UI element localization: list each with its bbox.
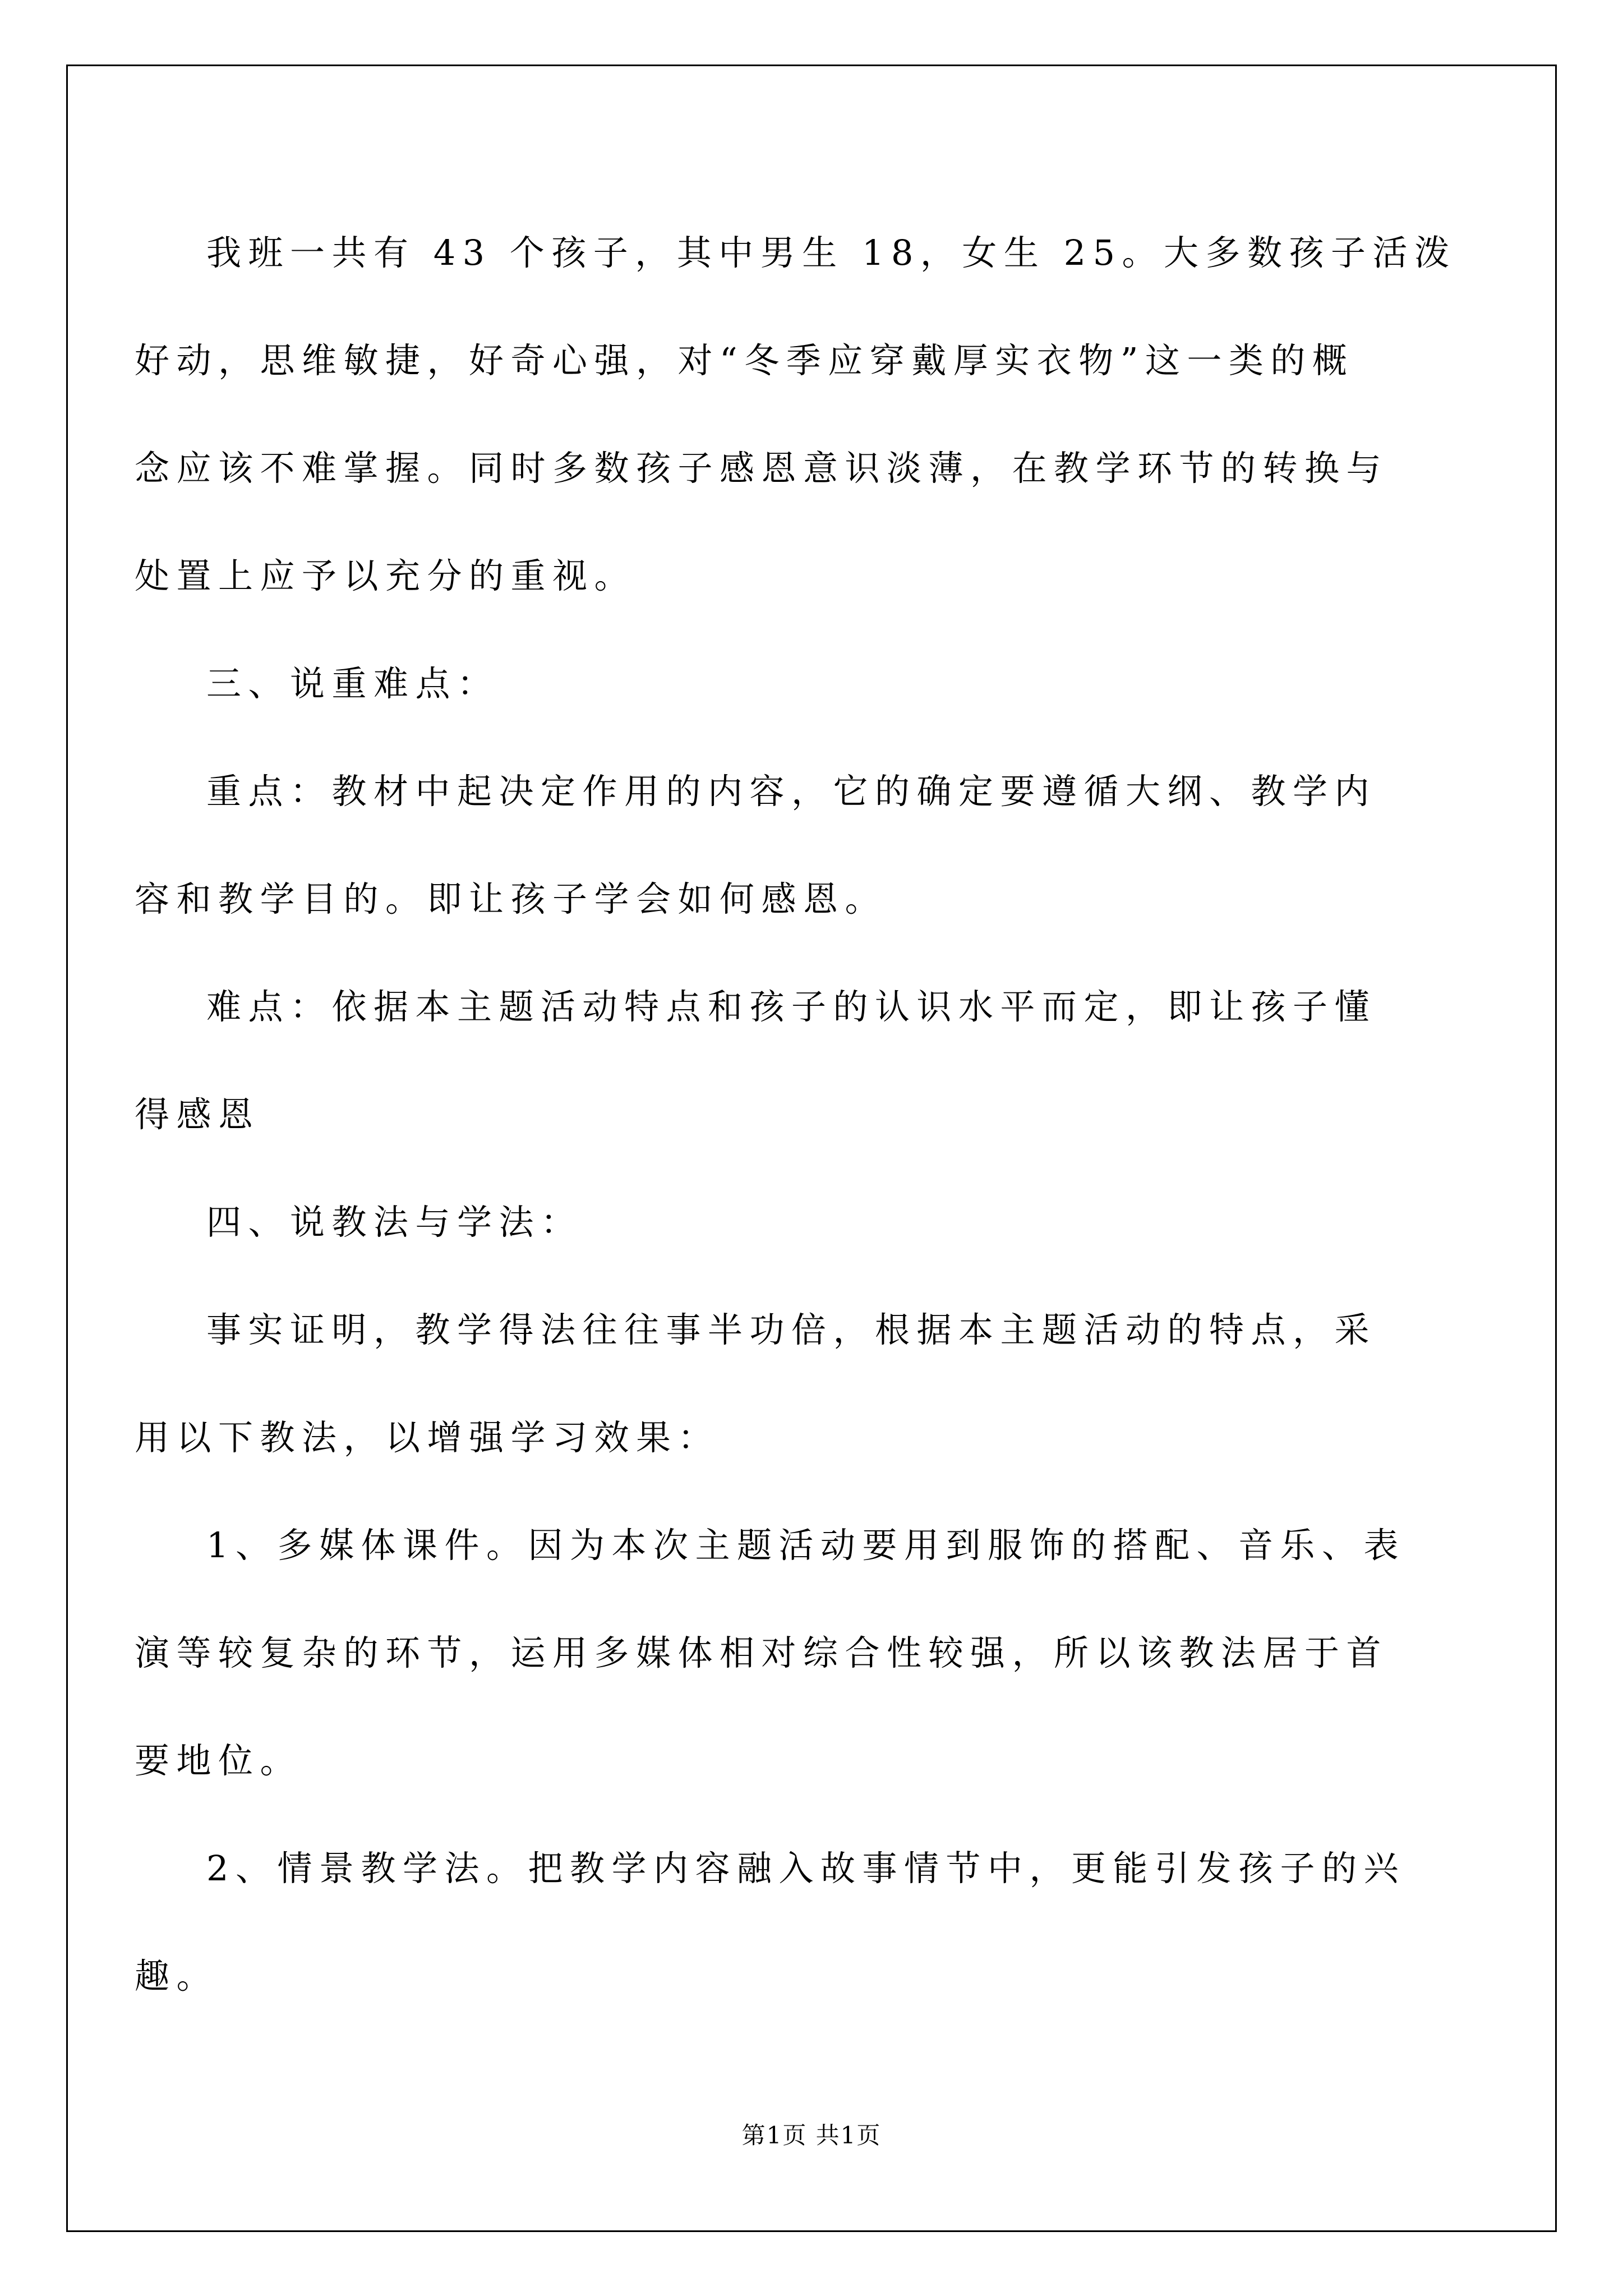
section-heading: 四、说教法与学法： <box>206 1202 583 1243</box>
text-line: 好动，思维敏捷，好奇心强，对“冬季应穿戴厚实衣物”这一类的概 <box>135 340 1354 381</box>
list-item: 2、情景教学法。把教学内容融入故事情节中，更能引发孩子的兴 <box>206 1848 1405 1889</box>
text-line: 得感恩 <box>135 1094 260 1135</box>
text-line: 趣。 <box>135 1955 219 1996</box>
page-border <box>66 65 1557 2232</box>
text-line: 演等较复杂的环节，运用多媒体相对综合性较强，所以该教法居于首 <box>135 1632 1389 1673</box>
text-line: 难点：依据本主题活动特点和孩子的认识水平而定，即让孩子懂 <box>206 986 1377 1027</box>
text-line: 事实证明，教学得法往往事半功倍，根据本主题活动的特点，采 <box>206 1309 1377 1350</box>
page-footer: 第1页 共1页 <box>741 2122 882 2149</box>
section-heading: 三、说重难点： <box>206 663 499 704</box>
text-line: 处置上应予以充分的重视。 <box>135 555 637 596</box>
text-line: 用以下教法，以增强学习效果： <box>135 1417 720 1458</box>
text-line: 我班一共有 43 个孩子，其中男生 18，女生 25。大多数孩子活泼 <box>206 232 1456 273</box>
text-line: 念应该不难掌握。同时多数孩子感恩意识淡薄，在教学环节的转换与 <box>135 448 1389 489</box>
text-line: 容和教学目的。即让孩子学会如何感恩。 <box>135 878 887 919</box>
list-item: 1、多媒体课件。因为本次主题活动要用到服饰的搭配、音乐、表 <box>206 1525 1405 1566</box>
text-line: 要地位。 <box>135 1740 302 1781</box>
text-line: 重点：教材中起决定作用的内容，它的确定要遵循大纲、教学内 <box>206 771 1377 812</box>
